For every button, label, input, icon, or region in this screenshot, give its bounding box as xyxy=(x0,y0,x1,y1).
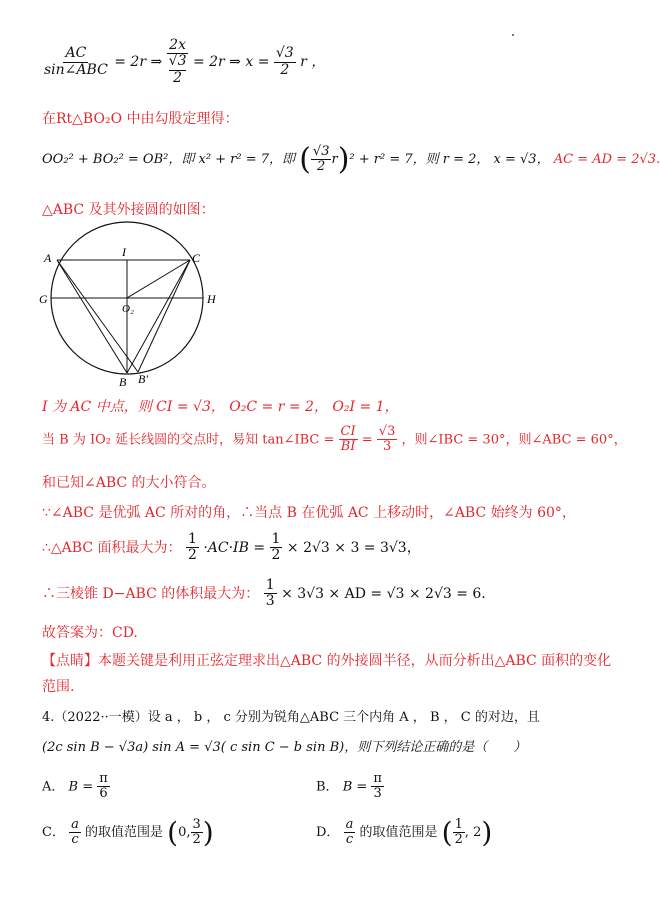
tan-line xyxy=(42,425,627,455)
segment-AB-prime xyxy=(57,260,138,372)
option-label: D． xyxy=(316,825,340,840)
comment-line-1: 【点睛】本题关键是利用正弦定理求出△ABC 的外接圆半径，从而分析出△ABC 面积的变化 xyxy=(42,653,612,669)
formula-text: = xyxy=(361,432,373,448)
formula-text: ∴△ABC 面积最大为： xyxy=(42,539,182,556)
segment-CB-prime xyxy=(138,260,190,372)
frac-den: c xyxy=(345,832,354,847)
frac-num: 2x xyxy=(169,37,186,53)
frac-den: c xyxy=(71,832,79,847)
label-I: I xyxy=(122,245,126,259)
label-G: G xyxy=(39,292,48,306)
formula-text: ·AC·IB = xyxy=(203,539,266,556)
label-B-prime: B′ xyxy=(138,372,148,386)
range-end: , 2 xyxy=(464,825,482,840)
label-H: H xyxy=(207,292,216,306)
frac-num: π xyxy=(373,771,382,786)
label-A: A xyxy=(44,251,52,265)
frac-num: a xyxy=(71,816,79,832)
frac-den: 6 xyxy=(99,786,108,802)
frac-num: AC xyxy=(65,45,87,62)
segment-CB xyxy=(127,260,190,373)
formula-text: r ， xyxy=(300,54,326,71)
label-B: B xyxy=(119,375,127,389)
frac-num: 1 xyxy=(454,816,463,832)
formula-text: OO₂² + BO₂² = OB²，即 x² + r² = 7，即 xyxy=(42,152,296,167)
formula-text: = 2r ⇒ xyxy=(114,54,163,71)
option-text: B = xyxy=(342,779,368,795)
frac-den: 2 xyxy=(280,61,290,78)
consistency-note: 和已知∠ABC 的大小符合。 xyxy=(42,475,216,491)
option-text: 的取值范围是 xyxy=(85,825,164,840)
formula-line-1 xyxy=(42,38,325,86)
frac-num: a xyxy=(345,816,354,832)
frac-num: 1 xyxy=(265,577,275,593)
question-4-line-1: 4.（2022··一模）设 a ， b ， c 分别为锐角△ABC 三个内角 A ， B ， C 的对边，且 xyxy=(42,710,540,725)
frac-num: 1 xyxy=(187,531,197,547)
option-label: A． xyxy=(42,779,65,795)
option-text: B = xyxy=(68,779,94,795)
option-A[interactable] xyxy=(42,772,110,802)
answer-line: 故答案为：CD. xyxy=(42,625,138,641)
frac-den: sin∠ABC xyxy=(44,61,108,78)
frac-num: CI xyxy=(340,424,356,439)
frac-den: 2 xyxy=(454,832,463,847)
frac-num: 1 xyxy=(271,531,281,547)
option-text: 的取值范围是 xyxy=(359,825,438,840)
formula-text: = 2r ⇒ x = xyxy=(192,54,270,71)
figure-caption: △ABC 及其外接圆的如图： xyxy=(42,202,215,218)
frac-den: BI xyxy=(340,439,356,455)
segment-AB xyxy=(57,260,127,373)
frac-num: π xyxy=(99,771,108,786)
frac-num: √3 xyxy=(275,45,294,62)
question-4-line-2: (2c sin B − √3a) sin A = √3( c sin C − b sin B)，则下列结论正确的是（ ） xyxy=(42,740,527,755)
formula-line-3: OO₂² + BO₂² = OB²，即 x² + r² = 7，即 ( $\frac{√3}{2}$ r)² + r² = 7，则 r = 2， x = √3， AC = AD = 2√3. xyxy=(42,142,660,177)
option-B[interactable] xyxy=(316,772,384,802)
formula-text: 当 B 为 IO₂ 延长线圆的交点时，易知 tan∠IBC = xyxy=(42,432,335,448)
segment-O2C xyxy=(127,260,190,298)
formula-text: ∴三棱锥 D−ABC 的体积最大为： xyxy=(42,585,260,602)
formula-text: × 2√3 × 3 = 3√3， xyxy=(286,539,421,556)
label-C: C xyxy=(192,251,201,265)
midpoint-line xyxy=(42,396,399,416)
formula-text: I 为 AC 中点，则 CI = √3， O₂C = r = 2， O₂I = 1， xyxy=(42,399,399,415)
frac-num: √3 xyxy=(312,143,330,159)
frac-den: 2 xyxy=(192,832,201,847)
frac-den: 2 xyxy=(317,159,326,174)
frac-den-top: √3 xyxy=(168,53,187,70)
frac-num: 3 xyxy=(192,816,201,832)
option-label: B． xyxy=(316,779,339,795)
frac-num: √3 xyxy=(378,424,396,439)
frac-den: 2 xyxy=(271,547,281,564)
volume-max-line xyxy=(42,578,486,610)
label-O2: O₂ xyxy=(122,303,134,315)
frac-den: 2 xyxy=(187,547,197,564)
formula-text: r xyxy=(331,152,338,167)
option-D[interactable]: D． $\frac{a}{c}$ 的取值范围是 ( $\frac{1}{2}$ , 2) xyxy=(316,816,493,849)
frac-den: 3 xyxy=(373,786,382,802)
range-start: 0, xyxy=(178,825,191,840)
frac-den: 3 xyxy=(265,593,275,610)
formula-text: ² + r² = 7，则 r = 2， x = √3， xyxy=(349,152,550,167)
arc-statement: ∵∠ABC 是优弧 AC 所对的角，∴当点 B 在优弧 AC 上移动时，∠ABC 始终为 60°， xyxy=(42,505,576,521)
area-max-line xyxy=(42,532,421,564)
pythagoras-intro: 在Rt△BO₂O 中由勾股定理得： xyxy=(42,111,239,127)
frac-den: 3 xyxy=(382,439,392,455)
option-C[interactable]: C． $\frac{a}{c}$ 的取值范围是 (0, $\frac{3}{2}$ ) xyxy=(42,816,214,849)
formula-text: × 3√3 × AD = √3 × 2√3 = 6. xyxy=(281,585,486,602)
formula-highlight: AC = AD = 2√3. xyxy=(553,152,660,167)
circumcircle-figure xyxy=(30,218,230,388)
scan-dot xyxy=(512,34,514,36)
frac-den-bot: 2 xyxy=(173,69,183,86)
formula-text: ，则∠IBC = 30°，则∠ABC = 60°， xyxy=(401,432,627,448)
comment-line-2: 范围. xyxy=(42,679,75,695)
option-label: C． xyxy=(42,825,65,840)
